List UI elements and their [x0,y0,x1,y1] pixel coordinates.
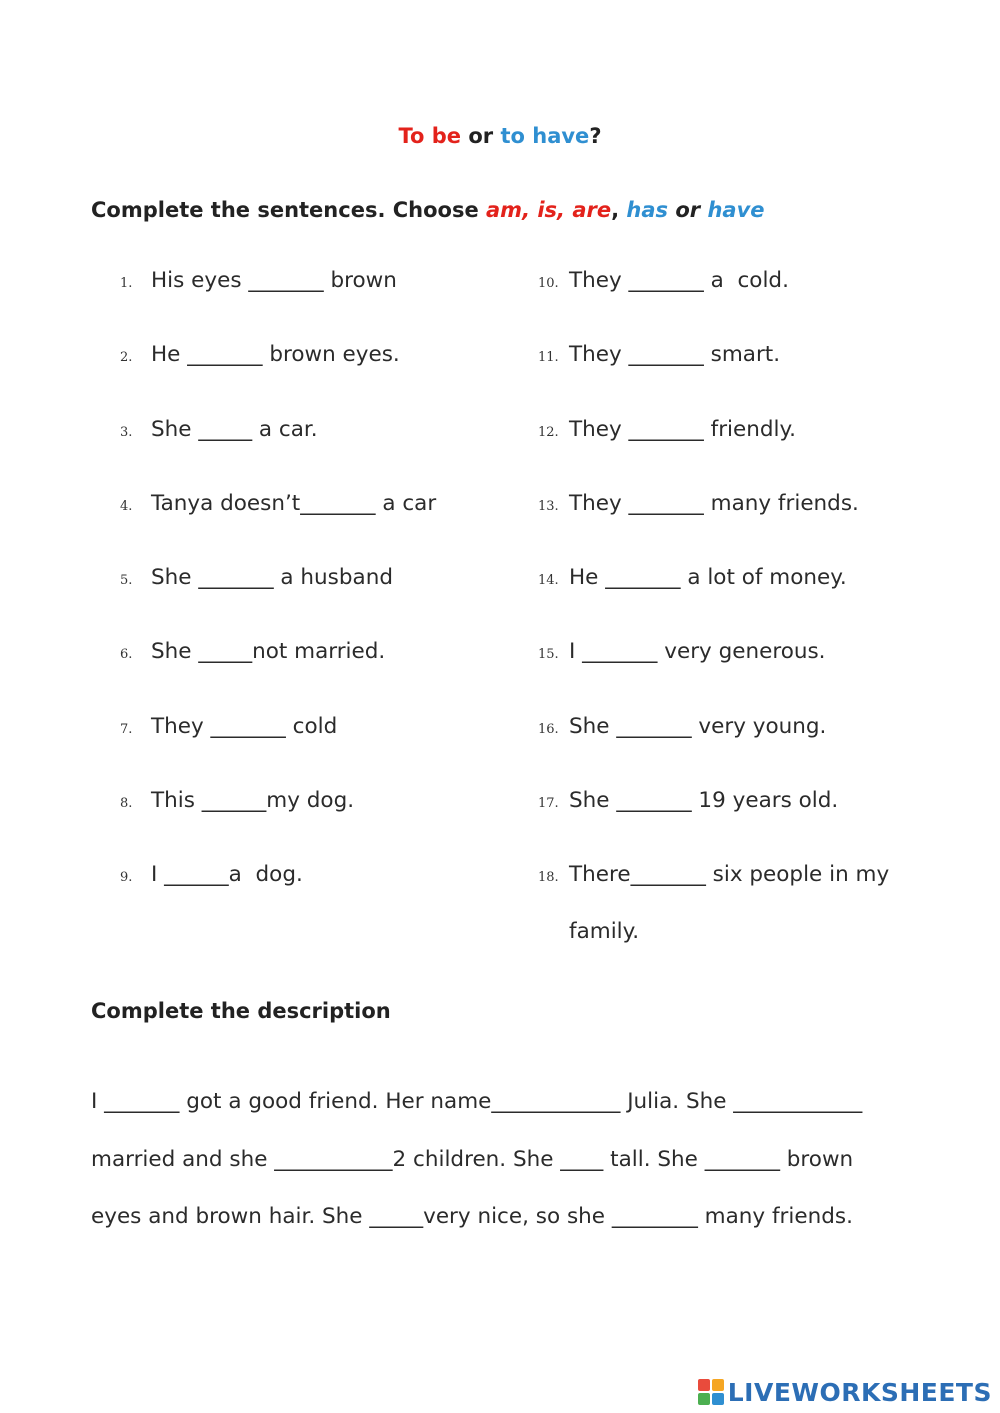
exercise-sentence[interactable]: They _______ friendly. [569,416,796,442]
exercise-item-8 [120,788,436,862]
exercise-item-1 [120,268,436,342]
instruction-text [91,198,765,222]
exercise-sentence[interactable]: He _______ a lot of money. [569,565,847,591]
logo-block [698,1379,710,1391]
exercise-sentence[interactable]: She _______ 19 years old. [569,788,839,814]
exercise-item-12 [538,417,889,491]
exercise-sentence[interactable]: She _______ very young. [569,713,827,739]
description-line-2[interactable]: married and she ___________2 children. She ____ tall. She _______ brown [91,1146,854,1172]
exercise-sentence[interactable]: She _______ a husband [151,565,393,591]
exercise-item-7 [120,714,436,788]
exercise-number: 10. [538,276,559,291]
instruction-option-have: have [707,198,765,222]
exercise-item-3 [120,417,436,491]
exercise-number: 9. [120,870,133,886]
exercise-item-5 [120,565,436,639]
exercise-sentence[interactable]: There_______ six people in my [569,862,890,888]
exercise-item-13 [538,491,889,565]
exercise-number: 15. [538,647,559,663]
liveworksheets-wordmark: LIVEWORKSHEETS [727,1377,992,1407]
worksheet-title [0,124,1000,148]
exercise-sentence[interactable]: His eyes _______ brown [151,268,397,293]
exercise-sentence-continuation: family. [569,919,640,945]
exercise-sentence[interactable]: They _______ many friends. [569,490,859,516]
instruction-or: or [668,198,708,222]
description-line-3[interactable]: eyes and brown hair. She _____very nice, so she ________ many friends. [91,1204,853,1229]
exercise-number: 13. [538,498,559,514]
logo-block [712,1379,724,1391]
exercise-sentence[interactable]: They _______ cold [151,713,338,739]
exercise-item-15 [538,639,889,713]
instruction-comma: , [611,198,627,222]
exercise-number: 6. [120,647,133,663]
liveworksheets-logo-icon [698,1379,724,1405]
exercise-item-17 [538,788,889,862]
instruction-option-has: has [626,198,669,222]
exercise-sentence[interactable]: I _______ very generous. [569,639,826,665]
exercise-number: 16. [538,721,559,737]
exercise-sentence[interactable]: I ______a dog. [151,862,303,888]
logo-block [712,1393,724,1405]
exercise-number: 11. [538,350,559,366]
exercise-number: 5. [120,573,133,589]
title-question-mark: ? [589,124,602,148]
exercise-number: 4. [120,498,133,514]
description-heading: Complete the description [91,999,391,1023]
title-or: or [461,124,501,148]
exercise-sentence[interactable]: They _______ smart. [569,342,781,368]
exercise-item-6 [120,639,436,713]
description-paragraph [91,1073,862,1246]
exercise-list-left [120,268,436,937]
exercise-number: 17. [538,796,559,812]
exercise-item-16 [538,714,889,788]
title-to-be: To be [398,124,462,148]
exercise-item-9 [120,862,436,936]
exercise-number: 8. [120,796,133,812]
exercise-sentence[interactable]: They _______ a cold. [569,268,789,293]
instruction-options-be: am, is, are [486,198,612,222]
exercise-sentence[interactable]: She _____not married. [151,639,386,665]
exercise-number: 3. [120,424,133,440]
exercise-sentence[interactable]: Tanya doesn’t_______ a car [151,490,437,516]
exercise-item-4 [120,491,436,565]
description-line-1[interactable]: I _______ got a good friend. Her name____________ Julia. She ____________ [91,1089,863,1114]
exercise-number: 1. [120,276,133,291]
exercise-list-right [538,268,890,945]
exercise-number: 2. [120,350,133,366]
exercise-item-18 [538,862,890,945]
exercise-item-10 [538,268,889,342]
liveworksheets-brand [698,1377,992,1407]
exercise-item-2 [120,342,436,416]
title-to-have: to have [500,124,590,148]
exercise-number: 12. [538,424,559,440]
exercise-number: 7. [120,721,133,737]
instruction-lead: Complete the sentences. Choose [91,198,487,222]
exercise-number: 18. [538,870,559,886]
exercise-sentence[interactable]: She _____ a car. [151,416,318,442]
exercise-item-11 [538,342,889,416]
logo-block [698,1393,710,1405]
exercise-sentence[interactable]: He _______ brown eyes. [151,342,400,368]
exercise-sentence[interactable]: This ______my dog. [151,788,355,814]
exercise-number: 14. [538,573,559,589]
exercise-item-14 [538,565,889,639]
